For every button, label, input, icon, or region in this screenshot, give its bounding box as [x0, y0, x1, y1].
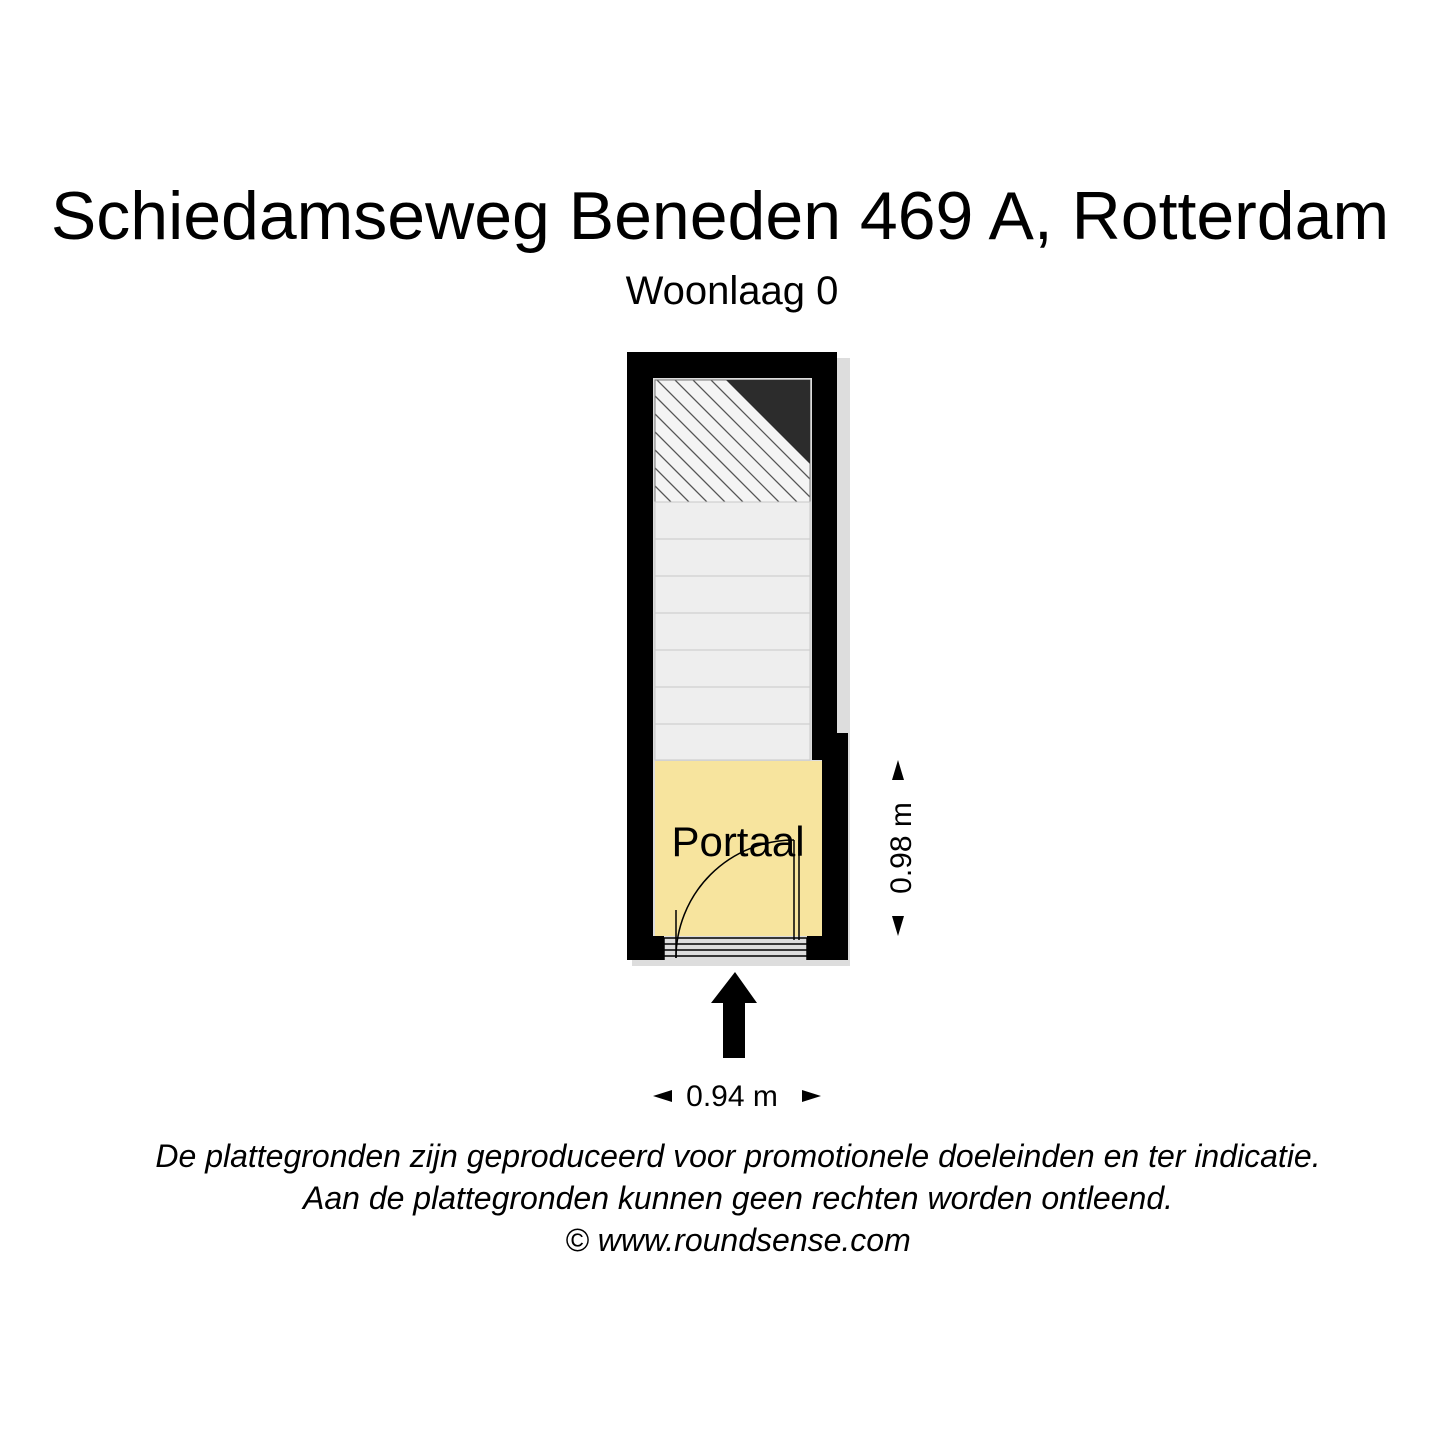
stair-treads [655, 502, 810, 760]
entrance-arrow-icon [711, 972, 757, 1058]
disclaimer-line-2: Aan de plattegronden kunnen geen rechten worden ontleend. [302, 1180, 1173, 1216]
floor-level-label: Woonlaag 0 [625, 269, 839, 313]
room-label-portaal: Portaal [671, 818, 805, 865]
disclaimer-line-1: De plattegronden zijn geproduceerd voor promotionele doeleinden en ter indicatie. [155, 1138, 1321, 1174]
dim-depth-top-arrow-icon [892, 760, 904, 780]
dim-depth-bottom-arrow-icon [892, 916, 904, 936]
dimension-width-label: 0.94 m [686, 1080, 778, 1113]
page-title: Schiedamseweg Beneden 469 A, Rotterdam [50, 178, 1390, 254]
dimension-depth-label: 0.98 m [885, 802, 918, 894]
copyright-link[interactable]: © www.roundsense.com [565, 1222, 911, 1258]
